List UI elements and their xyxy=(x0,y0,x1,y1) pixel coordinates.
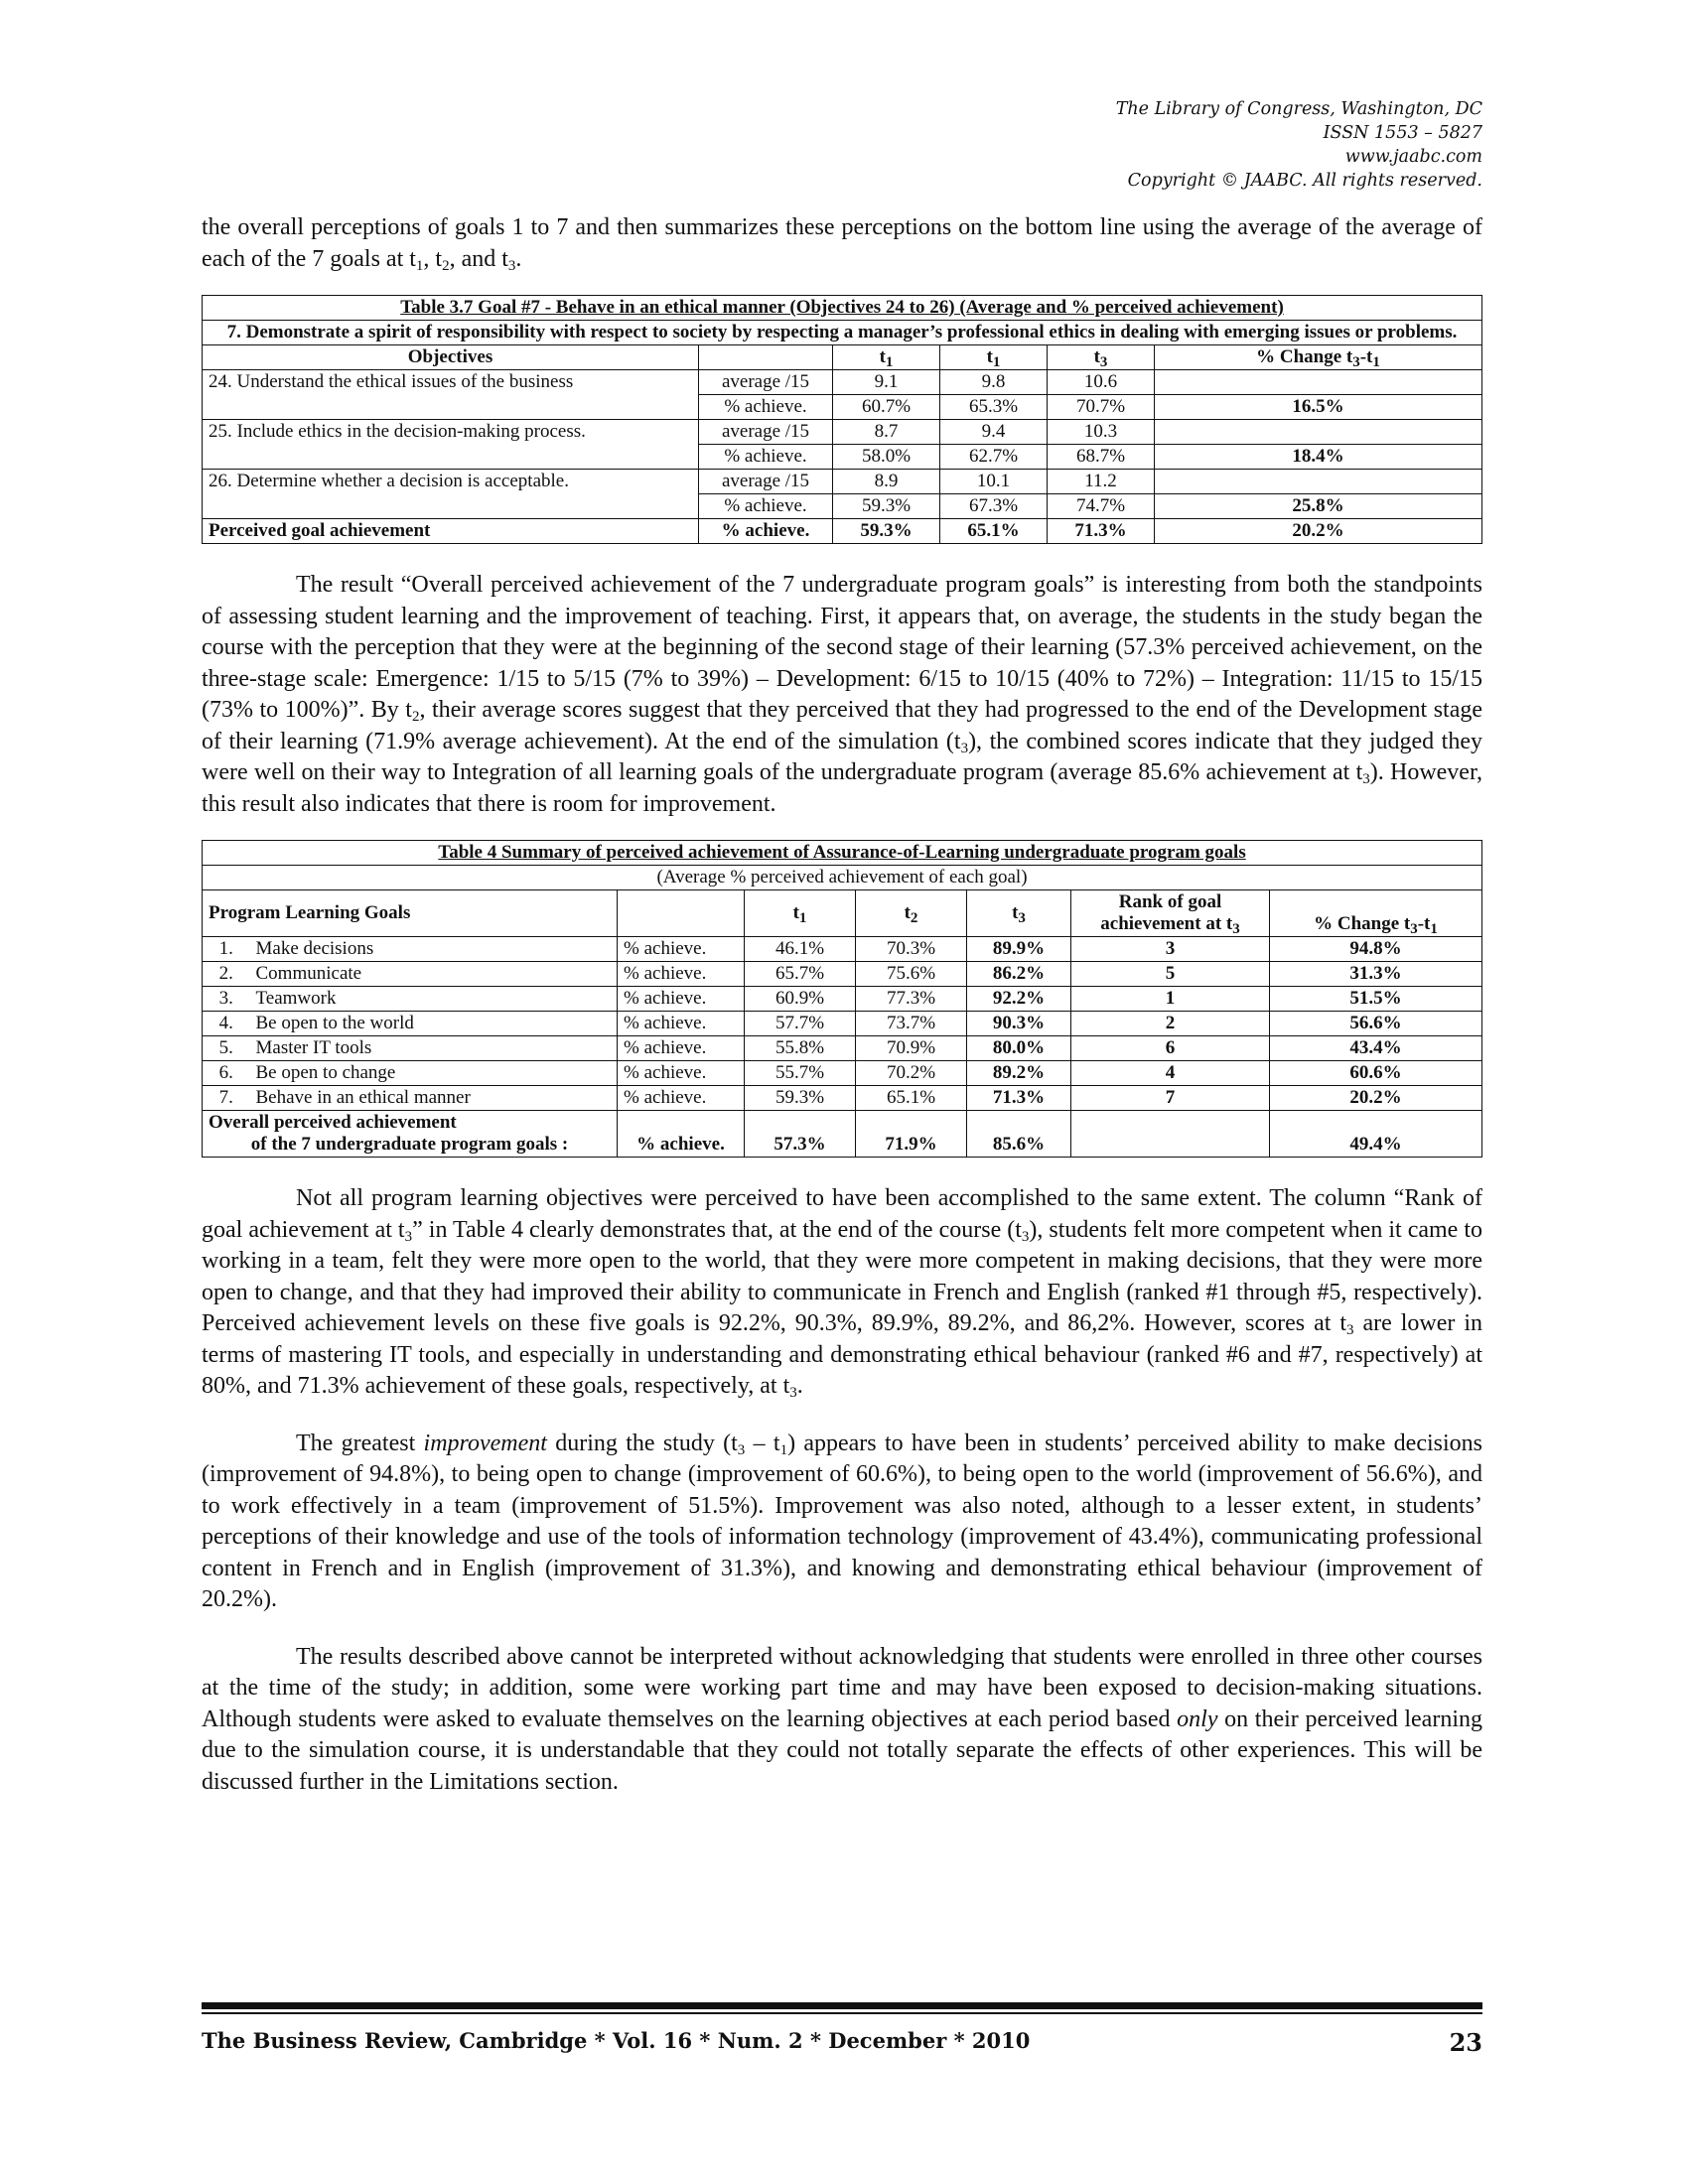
results-paragraph: The result “Overall perceived achievement of the 7 undergraduate program goals” is interesting from both the standpoints of assessing student learning and the improvement of teaching. First, it appears that, on average, the students in the study began the course with the perception that they were at the beginning of the second stage of their learning (57.3% perceived achievement, on the three-stage scale: Emergence: 1/15 to 5/15 (7% to 39%) – Development: 6/15 to 10/15 (40% to 72%) – Integration: 11/15 to 15/15 (73% to 100%)”. By $t_2$, their average scores suggest that they perceived that they had progressed to the end of the Development stage of their learning (71.9% average achievement). At the end of the simulation $(t_3)$, the combined scores indicate that they judged they were well on their way to Integration of all learning goals of the undergraduate program (average 85.6% achievement at $t_3$). However, this result also indicates that there is room for improvement. xyxy=(202,572,1483,817)
table-row: % achieve. 59.3% 67.3% 74.7% 25.8% xyxy=(203,494,1482,519)
footer-rule xyxy=(202,2012,1482,2014)
table-row: 6. Be open to change % achieve. 55.7% 70.2% 89.2% 4 60.6% xyxy=(203,1061,1482,1086)
table-caption: Table 3.7 Goal #7 - Behave in an ethical manner (Objectives 24 to 26) (Average and % perceived achievement) xyxy=(203,296,1482,321)
table-subcaption: (Average % perceived achievement of each goal) xyxy=(203,866,1482,890)
table-row: 2. Communicate % achieve. 65.7% 75.6% 86.2% 5 31.3% xyxy=(203,962,1482,987)
header-line: Copyright © JAABC. All rights reserved. xyxy=(1127,171,1482,191)
table-total-row: Overall perceived achievement of the 7 undergraduate program goals : % achieve. 57.3% 71.9% 85.6% 49.4% xyxy=(203,1111,1482,1158)
goal-statement: 7. Demonstrate a spirit of responsibility with respect to society by respecting a manager’s professional ethics in dealing with emerging issues or problems. xyxy=(203,321,1482,345)
table-3-7 xyxy=(202,295,1482,544)
journal-header xyxy=(1116,97,1482,193)
table-header-row: Objectives $t_1$ $t_1$ $t_3$ % Change $t_3-t_1$ xyxy=(203,345,1482,370)
improvement-paragraph: The greatest improvement during the study $(t_3 - t_1)$ appears to have been in students’ perceived ability to make decisions (improvement of 94.8%), to being open to change (improvement of 60.6%), to being open to the world (improvement of 56.6%), and to work effectively in a team (improvement of 51.5%). Improvement was also noted, although to a lesser extent, in students’ perceptions of their knowledge and use of the tools of information technology (improvement of 43.4%), communicating professional content in French and in English (improvement of 31.3%), and knowing and demonstrating ethical behaviour (improvement of 20.2%). xyxy=(202,1430,1482,1612)
footer-rule xyxy=(202,2002,1482,2009)
table-4 xyxy=(202,840,1482,1158)
table-row: 4. Be open to the world % achieve. 57.7% 73.7% 90.3% 2 56.6% xyxy=(203,1012,1482,1036)
table-row: % achieve. 60.7% 65.3% 70.7% 16.5% xyxy=(203,395,1482,420)
footer-journal: The Business Review, Cambridge * Vol. 16 * Num. 2 * December * 2010 xyxy=(202,2028,1031,2053)
page-body xyxy=(202,212,1482,1798)
table-row: 7. Behave in an ethical manner % achieve. 59.3% 65.1% 71.3% 7 20.2% xyxy=(203,1086,1482,1111)
table-row: 26. Determine whether a decision is acceptable. average /15 8.9 10.1 11.2 xyxy=(203,470,1482,494)
header-line: www.jaabc.com xyxy=(1344,147,1482,167)
table-row: 1. Make decisions % achieve. 46.1% 70.3% 89.9% 3 94.8% xyxy=(203,937,1482,962)
table-total-row: Perceived goal achievement % achieve. 59.3% 65.1% 71.3% 20.2% xyxy=(203,519,1482,544)
table-row: 5. Master IT tools % achieve. 55.8% 70.9% 80.0% 6 43.4% xyxy=(203,1036,1482,1061)
limitations-paragraph: The results described above cannot be interpreted without acknowledging that students were enrolled in three other courses at the time of the study; in addition, some were working part time and may have been exposed to decision-making situations. Although students were asked to evaluate themselves on the learning objectives at each period based only on their perceived learning due to the simulation course, it is understandable that they could not totally separate the effects of other experiences. This will be discussed further in the Limitations section. xyxy=(202,1643,1482,1795)
intro-paragraph: the overall perceptions of goals 1 to 7 and then summarizes these perceptions on the bottom line using the average of the average of each of the 7 goals at $t_1$, $t_2$, and $t_3$. xyxy=(202,214,1482,274)
table-row: % achieve. 58.0% 62.7% 68.7% 18.4% xyxy=(203,445,1482,470)
page-number: 23 xyxy=(1449,2028,1482,2057)
table-header-row: Program Learning Goals $t_1$ $t_2$ $t_3$ Rank of goal achievement at $t_3$ % Change $t_3-t_1$ xyxy=(203,890,1482,937)
table-caption: Table 4 Summary of perceived achievement of Assurance-of-Learning undergraduate program goals xyxy=(203,841,1482,866)
table-row: 24. Understand the ethical issues of the business average /15 9.1 9.8 10.6 xyxy=(203,370,1482,395)
table-row: 3. Teamwork % achieve. 60.9% 77.3% 92.2% 1 51.5% xyxy=(203,987,1482,1012)
header-line: The Library of Congress, Washington, DC xyxy=(1115,99,1482,119)
table-row: 25. Include ethics in the decision-making process. average /15 8.7 9.4 10.3 xyxy=(203,420,1482,445)
page-footer xyxy=(202,2028,1482,2057)
ranking-paragraph: Not all program learning objectives were perceived to have been accomplished to the same extent. The column “Rank of goal achievement at $t_3$” in Table 4 clearly demonstrates that, at the end of the course $(t_3)$, students felt more competent when it came to working in a team, felt they were more open to the world, that they were more competent in making decisions, that they were more open to change, and that they had improved their ability to communicate in French and English (ranked #1 through #5, respectively). Perceived achievement levels on these five goals is 92.2%, 90.3%, 89.9%, 89.2%, and 86,2%. However, scores at $t_3$ are lower in terms of mastering IT tools, and especially in understanding and demonstrating ethical behaviour (ranked #6 and #7, respectively) at 80%, and 71.3% achievement of these goals, respectively, at $t_3$. xyxy=(202,1185,1483,1401)
header-line: ISSN 1553 – 5827 xyxy=(1323,123,1482,143)
